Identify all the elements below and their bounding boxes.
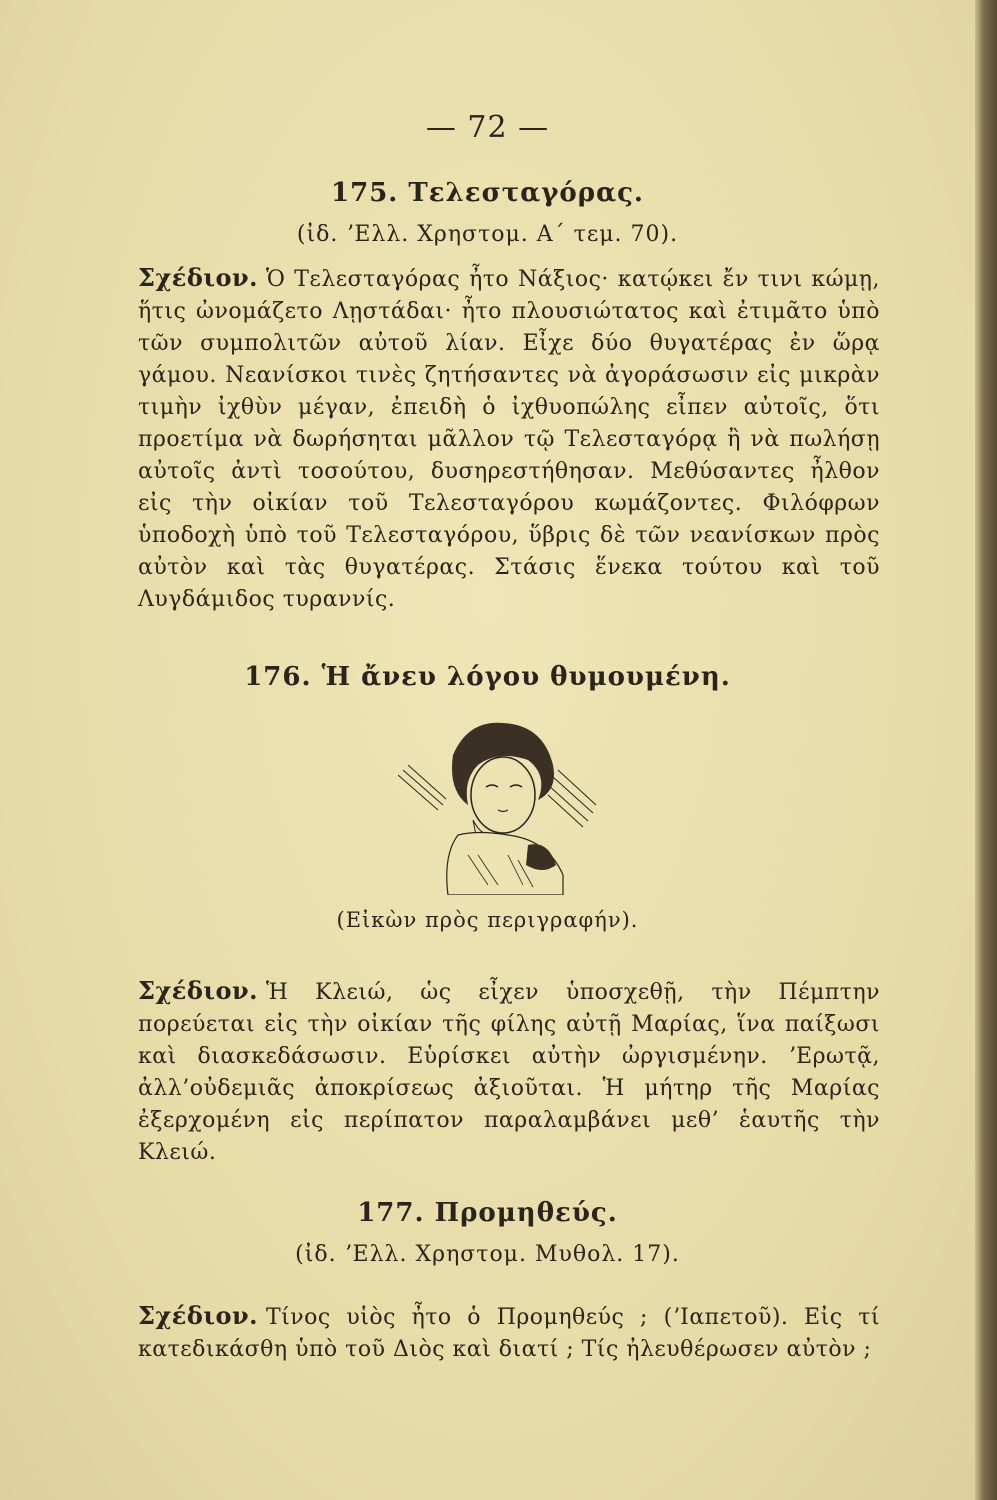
section-175-lead: Σχέδιον. bbox=[138, 263, 258, 292]
girl-illustration bbox=[398, 715, 598, 895]
section-177-source: (ἰδ. ʼΕλλ. Χρηστομ. Μυθολ. 17). bbox=[295, 1242, 680, 1267]
section-175-body: Ὁ Τελεσταγόρας ἦτο Νάξιος· κατῴκει ἔν τινι κώμῃ, ἥτις ὠνομάζετο Λῃστάδαι· ἦτο πλουσιώτατος καὶ ἐτιμᾶτο ὑπὸ τῶν συμπολιτῶν αὐτοῦ λίαν. Εἶχε δύο θυγατέρας ἐν ὥρᾳ γάμου. Νεανίσκοι τινὲς ζητήσαντες νὰ ἀγοράσωσιν εἰς μικρὰν τιμὴν ἰχθὺν μέγαν, ἐπειδὴ ὁ ἰχθυοπώλης εἶπεν αὐτοῖς, ὅτι προετίμα νὰ δωρήσηται μᾶλλον τῷ Τελεσταγόρᾳ ἢ νὰ πωλήσῃ αὐτοῖς ἀντὶ τοσούτου, δυσηρεστήθησαν. Μεθύσαντες ἦλθον εἰς τὴν οἰκίαν τοῦ Τελεσταγόρου κωμάζοντες. Φιλόφρων ὑποδοχὴ ὑπὸ τοῦ Τελεσταγόρου, ὕβρις δὲ τῶν νεανίσκων πρὸς αὐτὸν καὶ τὰς θυγατέρας. Στάσις ἕνεκα τούτου καὶ τοῦ Λυγδάμιδος τυραννίς. bbox=[138, 267, 880, 612]
section-176-lead: Σχέδιον. bbox=[138, 976, 258, 1005]
illustration-caption: (Εἰκὼν πρὸς περιγραφήν). bbox=[336, 908, 639, 932]
page-number: — 72 — bbox=[425, 110, 550, 145]
section-175-paragraph bbox=[138, 262, 880, 616]
section-176-heading: 176. Ἡ ἄνευ λόγου θυμουμένη. bbox=[244, 662, 731, 692]
section-177-heading: 177. Προμηθεύς. bbox=[357, 1198, 618, 1228]
section-177-body: Τίνος υἱὸς ἦτο ὁ Προμηθεύς ; (ʼΙαπετοῦ). Εἰς τί κατεδικάσθη ὑπὸ τοῦ Διὸς καὶ διατί ; Τίς ἠλευθέρωσεν αὐτὸν ; bbox=[138, 1305, 880, 1362]
section-175-source: (ἰδ. ʼΕλλ. Χρηστομ. Α΄ τεμ. 70). bbox=[296, 222, 679, 247]
section-177-paragraph bbox=[138, 1300, 880, 1366]
section-175-heading: 175. Τελεσταγόρας. bbox=[331, 178, 644, 208]
section-177-lead: Σχέδιον. bbox=[138, 1301, 258, 1330]
section-176-body: Ἡ Κλειώ, ὡς εἶχεν ὑποσχεθῇ, τὴν Πέμπτην πορεύεται εἰς τὴν οἰκίαν τῆς φίλης αὐτῇ Μαρίας, ἵνα παίξωσι καὶ διασκεδάσωσιν. Εὑρίσκει αὐτὴν ὠργισμένην. ʼΕρωτᾷ, ἀλλ’οὐδεμιᾶς ἀποκρίσεως ἀξιοῦται. Ἡ μήτηρ τῆς Μαρίας ἐξερχομένη εἰς περίπατον παραλαμβάνει μεθ’ ἑαυτῆς τὴν Κλειώ. bbox=[138, 980, 880, 1165]
book-gutter bbox=[975, 0, 997, 1500]
section-176-paragraph bbox=[138, 975, 880, 1169]
